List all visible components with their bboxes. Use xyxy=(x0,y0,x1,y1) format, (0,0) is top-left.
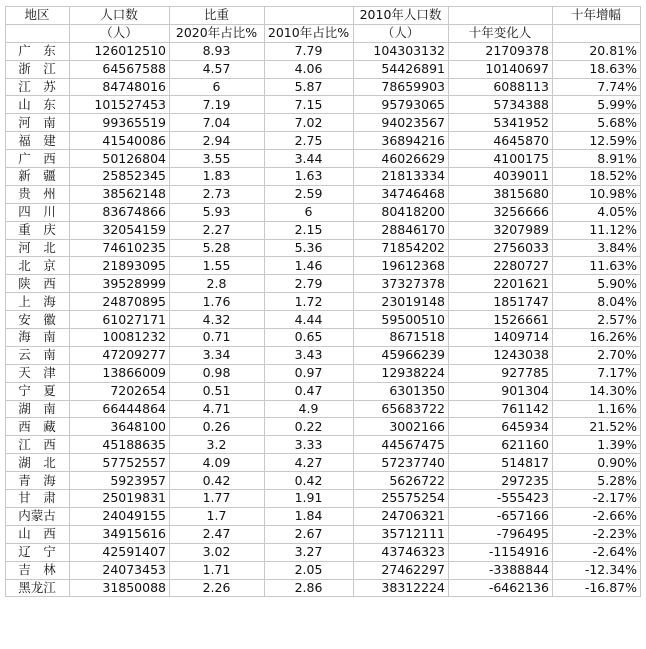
cell-population-2020: 5923957 xyxy=(70,472,170,490)
cell-share-2020: 4.57 xyxy=(170,60,265,78)
cell-growth: 5.28% xyxy=(553,472,641,490)
cell-growth: 21.52% xyxy=(553,418,641,436)
cell-growth: -2.23% xyxy=(553,525,641,543)
header-growth: 十年增幅 xyxy=(553,7,641,25)
cell-change: 2201621 xyxy=(449,275,553,293)
cell-change: 1243038 xyxy=(449,346,553,364)
cell-growth: 1.16% xyxy=(553,400,641,418)
cell-change: 901304 xyxy=(449,382,553,400)
cell-share-2020: 3.2 xyxy=(170,436,265,454)
cell-growth: 0.90% xyxy=(553,454,641,472)
cell-population-2020: 34915616 xyxy=(70,525,170,543)
table-row xyxy=(6,60,641,78)
cell-population-2020: 32054159 xyxy=(70,221,170,239)
cell-growth: 1.39% xyxy=(553,436,641,454)
cell-share-2010: 1.84 xyxy=(265,507,354,525)
cell-population-2020: 31850088 xyxy=(70,579,170,597)
table-row xyxy=(6,454,641,472)
table-row xyxy=(6,561,641,579)
cell-region: 山 西 xyxy=(6,525,70,543)
cell-population-2020: 13866009 xyxy=(70,364,170,382)
table-row xyxy=(6,239,641,257)
cell-population-2010: 78659903 xyxy=(354,78,449,96)
cell-region: 福 建 xyxy=(6,132,70,150)
cell-share-2010: 2.05 xyxy=(265,561,354,579)
cell-change: 3815680 xyxy=(449,185,553,203)
cell-region: 湖 北 xyxy=(6,454,70,472)
table-row xyxy=(6,42,641,60)
cell-share-2020: 5.93 xyxy=(170,203,265,221)
cell-share-2020: 3.02 xyxy=(170,543,265,561)
table-row xyxy=(6,311,641,329)
cell-region: 重 庆 xyxy=(6,221,70,239)
table-row xyxy=(6,275,641,293)
cell-population-2020: 7202654 xyxy=(70,382,170,400)
cell-share-2020: 3.55 xyxy=(170,150,265,168)
header-unit-people-2010: （人） xyxy=(354,24,449,42)
cell-change: 6088113 xyxy=(449,78,553,96)
cell-change: -796495 xyxy=(449,525,553,543)
cell-share-2020: 1.55 xyxy=(170,257,265,275)
cell-region: 江 苏 xyxy=(6,78,70,96)
cell-population-2010: 3002166 xyxy=(354,418,449,436)
cell-population-2010: 59500510 xyxy=(354,311,449,329)
table-row xyxy=(6,364,641,382)
cell-share-2020: 2.47 xyxy=(170,525,265,543)
cell-population-2020: 64567588 xyxy=(70,60,170,78)
cell-growth: 5.68% xyxy=(553,114,641,132)
cell-region: 青 海 xyxy=(6,472,70,490)
cell-share-2020: 4.09 xyxy=(170,454,265,472)
cell-population-2010: 46026629 xyxy=(354,150,449,168)
cell-population-2010: 19612368 xyxy=(354,257,449,275)
cell-region: 吉 林 xyxy=(6,561,70,579)
cell-growth: -16.87% xyxy=(553,579,641,597)
header-row-2 xyxy=(6,24,641,42)
cell-population-2010: 57237740 xyxy=(354,454,449,472)
cell-change: 761142 xyxy=(449,400,553,418)
cell-growth: 7.17% xyxy=(553,364,641,382)
cell-growth: 16.26% xyxy=(553,329,641,347)
cell-change: 3256666 xyxy=(449,203,553,221)
cell-share-2010: 2.75 xyxy=(265,132,354,150)
cell-population-2010: 37327378 xyxy=(354,275,449,293)
cell-population-2020: 99365519 xyxy=(70,114,170,132)
cell-region: 辽 宁 xyxy=(6,543,70,561)
cell-share-2010: 6 xyxy=(265,203,354,221)
cell-share-2010: 3.44 xyxy=(265,150,354,168)
cell-change: 4100175 xyxy=(449,150,553,168)
cell-share-2010: 7.79 xyxy=(265,42,354,60)
cell-share-2010: 0.97 xyxy=(265,364,354,382)
cell-share-2020: 5.28 xyxy=(170,239,265,257)
cell-change: 514817 xyxy=(449,454,553,472)
cell-share-2010: 3.43 xyxy=(265,346,354,364)
cell-change: -657166 xyxy=(449,507,553,525)
table-row xyxy=(6,78,641,96)
cell-share-2010: 2.67 xyxy=(265,525,354,543)
cell-share-2010: 4.9 xyxy=(265,400,354,418)
cell-population-2020: 57752557 xyxy=(70,454,170,472)
cell-growth: 14.30% xyxy=(553,382,641,400)
cell-population-2010: 80418200 xyxy=(354,203,449,221)
table-row xyxy=(6,221,641,239)
cell-share-2010: 1.72 xyxy=(265,293,354,311)
cell-share-2010: 4.27 xyxy=(265,454,354,472)
header-share: 比重 xyxy=(170,7,265,25)
cell-population-2010: 21813334 xyxy=(354,168,449,186)
cell-change: 5341952 xyxy=(449,114,553,132)
cell-population-2010: 8671518 xyxy=(354,329,449,347)
cell-change: 297235 xyxy=(449,472,553,490)
header-blank-4 xyxy=(553,24,641,42)
cell-change: -3388844 xyxy=(449,561,553,579)
cell-population-2020: 41540086 xyxy=(70,132,170,150)
table-row xyxy=(6,525,641,543)
cell-region: 西 藏 xyxy=(6,418,70,436)
cell-region: 宁 夏 xyxy=(6,382,70,400)
cell-population-2010: 94023567 xyxy=(354,114,449,132)
cell-population-2010: 24706321 xyxy=(354,507,449,525)
table-row xyxy=(6,114,641,132)
cell-population-2010: 71854202 xyxy=(354,239,449,257)
table-body xyxy=(6,42,641,597)
cell-growth: 10.98% xyxy=(553,185,641,203)
cell-share-2020: 7.19 xyxy=(170,96,265,114)
table-row xyxy=(6,132,641,150)
population-table xyxy=(5,6,641,597)
cell-region: 山 东 xyxy=(6,96,70,114)
cell-share-2010: 1.63 xyxy=(265,168,354,186)
cell-share-2010: 1.46 xyxy=(265,257,354,275)
table-row xyxy=(6,346,641,364)
cell-population-2010: 54426891 xyxy=(354,60,449,78)
cell-population-2020: 25019831 xyxy=(70,490,170,508)
cell-region: 江 西 xyxy=(6,436,70,454)
cell-change: 3207989 xyxy=(449,221,553,239)
cell-growth: 8.91% xyxy=(553,150,641,168)
table-row xyxy=(6,507,641,525)
cell-share-2020: 4.32 xyxy=(170,311,265,329)
cell-growth: 11.12% xyxy=(553,221,641,239)
table-row xyxy=(6,418,641,436)
cell-share-2020: 1.76 xyxy=(170,293,265,311)
cell-population-2020: 66444864 xyxy=(70,400,170,418)
cell-population-2010: 36894216 xyxy=(354,132,449,150)
cell-population-2020: 39528999 xyxy=(70,275,170,293)
cell-share-2020: 0.71 xyxy=(170,329,265,347)
cell-growth: 20.81% xyxy=(553,42,641,60)
header-change: 十年变化人 xyxy=(449,24,553,42)
cell-change: -555423 xyxy=(449,490,553,508)
cell-population-2010: 35712111 xyxy=(354,525,449,543)
header-region: 地区 xyxy=(6,7,70,25)
cell-population-2020: 42591407 xyxy=(70,543,170,561)
table-row xyxy=(6,329,641,347)
cell-population-2010: 38312224 xyxy=(354,579,449,597)
cell-change: 1526661 xyxy=(449,311,553,329)
cell-share-2020: 6 xyxy=(170,78,265,96)
cell-change: 927785 xyxy=(449,364,553,382)
cell-region: 海 南 xyxy=(6,329,70,347)
cell-share-2010: 7.15 xyxy=(265,96,354,114)
cell-share-2020: 2.26 xyxy=(170,579,265,597)
cell-growth: 8.04% xyxy=(553,293,641,311)
cell-growth: 5.90% xyxy=(553,275,641,293)
cell-growth: -2.64% xyxy=(553,543,641,561)
cell-share-2010: 4.06 xyxy=(265,60,354,78)
cell-region: 湖 南 xyxy=(6,400,70,418)
cell-region: 内蒙古 xyxy=(6,507,70,525)
table-row xyxy=(6,96,641,114)
cell-change: 1409714 xyxy=(449,329,553,347)
cell-population-2010: 45966239 xyxy=(354,346,449,364)
cell-population-2020: 38562148 xyxy=(70,185,170,203)
cell-population-2020: 24049155 xyxy=(70,507,170,525)
header-population: 人口数 xyxy=(70,7,170,25)
cell-share-2020: 2.8 xyxy=(170,275,265,293)
header-blank-1 xyxy=(265,7,354,25)
cell-share-2020: 2.27 xyxy=(170,221,265,239)
cell-growth: -2.66% xyxy=(553,507,641,525)
cell-share-2020: 8.93 xyxy=(170,42,265,60)
cell-change: 2280727 xyxy=(449,257,553,275)
cell-share-2020: 0.42 xyxy=(170,472,265,490)
cell-region: 黑龙江 xyxy=(6,579,70,597)
cell-share-2010: 5.87 xyxy=(265,78,354,96)
cell-share-2010: 2.79 xyxy=(265,275,354,293)
cell-population-2020: 84748016 xyxy=(70,78,170,96)
cell-change: 645934 xyxy=(449,418,553,436)
header-row-1 xyxy=(6,7,641,25)
cell-share-2020: 1.71 xyxy=(170,561,265,579)
cell-region: 新 疆 xyxy=(6,168,70,186)
cell-share-2020: 1.7 xyxy=(170,507,265,525)
cell-population-2020: 21893095 xyxy=(70,257,170,275)
cell-region: 云 南 xyxy=(6,346,70,364)
cell-population-2010: 34746468 xyxy=(354,185,449,203)
cell-change: 21709378 xyxy=(449,42,553,60)
cell-population-2010: 25575254 xyxy=(354,490,449,508)
cell-share-2020: 0.26 xyxy=(170,418,265,436)
cell-growth: 5.99% xyxy=(553,96,641,114)
cell-share-2020: 1.83 xyxy=(170,168,265,186)
table-row xyxy=(6,490,641,508)
table-row xyxy=(6,382,641,400)
cell-region: 广 东 xyxy=(6,42,70,60)
cell-change: 10140697 xyxy=(449,60,553,78)
cell-population-2020: 47209277 xyxy=(70,346,170,364)
cell-share-2010: 7.02 xyxy=(265,114,354,132)
cell-population-2010: 95793065 xyxy=(354,96,449,114)
cell-region: 河 南 xyxy=(6,114,70,132)
table-row xyxy=(6,257,641,275)
cell-share-2010: 4.44 xyxy=(265,311,354,329)
cell-region: 甘 肃 xyxy=(6,490,70,508)
cell-growth: 4.05% xyxy=(553,203,641,221)
cell-share-2020: 1.77 xyxy=(170,490,265,508)
cell-share-2010: 1.91 xyxy=(265,490,354,508)
table-row xyxy=(6,543,641,561)
cell-change: 1851747 xyxy=(449,293,553,311)
cell-change: 4039011 xyxy=(449,168,553,186)
cell-region: 河 北 xyxy=(6,239,70,257)
cell-change: -1154916 xyxy=(449,543,553,561)
cell-population-2020: 83674866 xyxy=(70,203,170,221)
cell-region: 广 西 xyxy=(6,150,70,168)
cell-region: 天 津 xyxy=(6,364,70,382)
table-row xyxy=(6,185,641,203)
table-row xyxy=(6,150,641,168)
header-blank-2 xyxy=(449,7,553,25)
cell-share-2010: 3.33 xyxy=(265,436,354,454)
table-row xyxy=(6,293,641,311)
cell-share-2020: 7.04 xyxy=(170,114,265,132)
cell-share-2010: 0.65 xyxy=(265,329,354,347)
cell-change: 4645870 xyxy=(449,132,553,150)
cell-population-2020: 24870895 xyxy=(70,293,170,311)
cell-share-2010: 0.42 xyxy=(265,472,354,490)
cell-region: 四 川 xyxy=(6,203,70,221)
cell-change: -6462136 xyxy=(449,579,553,597)
cell-population-2020: 45188635 xyxy=(70,436,170,454)
cell-change: 5734388 xyxy=(449,96,553,114)
cell-share-2020: 4.71 xyxy=(170,400,265,418)
cell-growth: 7.74% xyxy=(553,78,641,96)
cell-share-2010: 0.22 xyxy=(265,418,354,436)
cell-population-2020: 74610235 xyxy=(70,239,170,257)
cell-growth: 3.84% xyxy=(553,239,641,257)
cell-population-2010: 43746323 xyxy=(354,543,449,561)
cell-population-2020: 3648100 xyxy=(70,418,170,436)
cell-population-2020: 25852345 xyxy=(70,168,170,186)
cell-population-2010: 28846170 xyxy=(354,221,449,239)
cell-population-2020: 10081232 xyxy=(70,329,170,347)
cell-growth: 2.57% xyxy=(553,311,641,329)
cell-share-2010: 5.36 xyxy=(265,239,354,257)
header-population-2010: 2010年人口数 xyxy=(354,7,449,25)
cell-share-2020: 0.51 xyxy=(170,382,265,400)
cell-growth: 11.63% xyxy=(553,257,641,275)
header-unit-people: （人） xyxy=(70,24,170,42)
cell-population-2020: 101527453 xyxy=(70,96,170,114)
table-row xyxy=(6,579,641,597)
cell-growth: -2.17% xyxy=(553,490,641,508)
cell-share-2010: 0.47 xyxy=(265,382,354,400)
cell-population-2010: 65683722 xyxy=(354,400,449,418)
cell-population-2010: 23019148 xyxy=(354,293,449,311)
cell-region: 北 京 xyxy=(6,257,70,275)
cell-growth: 18.63% xyxy=(553,60,641,78)
cell-population-2020: 24073453 xyxy=(70,561,170,579)
cell-region: 安 徽 xyxy=(6,311,70,329)
header-share-2010: 2010年占比% xyxy=(265,24,354,42)
header-blank-3 xyxy=(6,24,70,42)
cell-share-2010: 3.27 xyxy=(265,543,354,561)
cell-growth: 12.59% xyxy=(553,132,641,150)
cell-region: 上 海 xyxy=(6,293,70,311)
cell-population-2010: 27462297 xyxy=(354,561,449,579)
cell-share-2020: 2.94 xyxy=(170,132,265,150)
table-header xyxy=(6,7,641,43)
table-row xyxy=(6,472,641,490)
cell-share-2020: 3.34 xyxy=(170,346,265,364)
cell-growth: 2.70% xyxy=(553,346,641,364)
cell-population-2020: 61027171 xyxy=(70,311,170,329)
cell-share-2020: 0.98 xyxy=(170,364,265,382)
cell-population-2010: 5626722 xyxy=(354,472,449,490)
cell-region: 贵 州 xyxy=(6,185,70,203)
cell-share-2020: 2.73 xyxy=(170,185,265,203)
cell-change: 2756033 xyxy=(449,239,553,257)
cell-share-2010: 2.59 xyxy=(265,185,354,203)
cell-growth: 18.52% xyxy=(553,168,641,186)
table-row xyxy=(6,400,641,418)
cell-population-2010: 44567475 xyxy=(354,436,449,454)
cell-change: 621160 xyxy=(449,436,553,454)
cell-region: 陕 西 xyxy=(6,275,70,293)
cell-population-2020: 126012510 xyxy=(70,42,170,60)
table-row xyxy=(6,168,641,186)
cell-share-2010: 2.15 xyxy=(265,221,354,239)
table-row xyxy=(6,436,641,454)
cell-region: 浙 江 xyxy=(6,60,70,78)
table-row xyxy=(6,203,641,221)
cell-growth: -12.34% xyxy=(553,561,641,579)
cell-share-2010: 2.86 xyxy=(265,579,354,597)
cell-population-2020: 50126804 xyxy=(70,150,170,168)
cell-population-2010: 6301350 xyxy=(354,382,449,400)
header-share-2020: 2020年占比% xyxy=(170,24,265,42)
cell-population-2010: 104303132 xyxy=(354,42,449,60)
cell-population-2010: 12938224 xyxy=(354,364,449,382)
